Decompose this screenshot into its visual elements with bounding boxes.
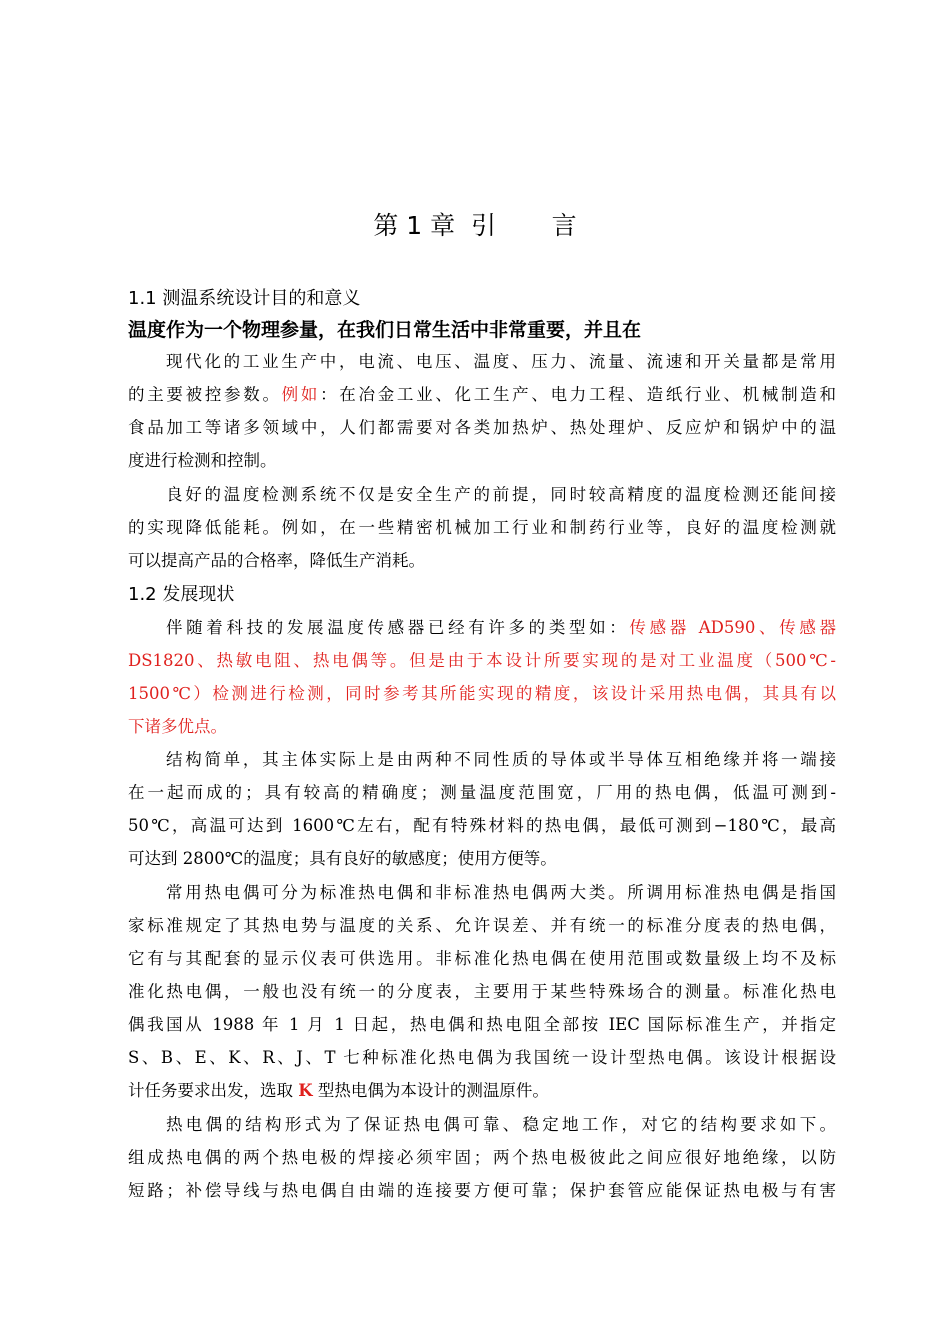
paragraph-line: 短路；补偿导线与热电偶自由端的连接要方便可靠；保护套管应能保证热电极与有害 xyxy=(128,1181,836,1200)
section-heading-1-1: 1.1 测温系统设计目的和意义 xyxy=(128,288,361,309)
text-run: 伴随着科技的发展温度传感器已经有许多的类型如： xyxy=(166,618,630,637)
paragraph-line xyxy=(166,614,836,644)
paragraph-line: 1500℃）检测进行检测，同时参考其所能实现的精度，该设计采用热电偶，其具有以 xyxy=(128,684,836,703)
paragraph-line: 度进行检测和控制。 xyxy=(128,451,277,470)
paragraph-line: 热电偶的结构形式为了保证热电偶可靠、稳定地工作，对它的结构要求如下。 xyxy=(166,1115,836,1134)
paragraph-line: 现代化的工业生产中，电流、电压、温度、压力、流量、流速和开关量都是常用 xyxy=(166,352,836,371)
section-heading-1-2: 1.2 发展现状 xyxy=(128,584,235,605)
paragraph-line: 下诸多优点。 xyxy=(128,717,227,736)
highlighted-text: K xyxy=(298,1081,313,1100)
paragraph-line: 良好的温度检测系统不仅是安全生产的前提，同时较高精度的温度检测还能间接 xyxy=(166,485,836,504)
text-run: 的主要被控参数。 xyxy=(128,385,282,404)
chapter-title: 第 1 章 引 言 xyxy=(373,211,577,240)
text-run: ：在冶金工业、化工生产、电力工程、造纸行业、机械制造和 xyxy=(320,385,837,404)
section-subheading: 温度作为一个物理参量，在我们日常生活中非常重要，并且在 xyxy=(128,319,642,341)
paragraph-line: 偶我国从 1988 年 1 月 1 日起，热电偶和热电阻全部按 IEC 国际标准生产，并指定 xyxy=(128,1015,836,1034)
text-run: 型热电偶为本设计的测温原件。 xyxy=(312,1081,549,1100)
highlighted-text: 例如 xyxy=(281,385,321,404)
text-run: 计任务要求出发，选取 xyxy=(128,1081,299,1100)
paragraph-line: 50℃，高温可达到 1600℃左右，配有特殊材料的热电偶，最低可测到−180℃，最高 xyxy=(128,816,836,835)
highlighted-text: 传感器 AD590、传感器 xyxy=(629,618,836,637)
paragraph-line: 准化热电偶，一般也没有统一的分度表，主要用于某些特殊场合的测量。标准化热电 xyxy=(128,982,836,1001)
paragraph-line: 它有与其配套的显示仪表可供选用。非标准化热电偶在使用范围或数量级上均不及标 xyxy=(128,949,836,968)
paragraph-line: 家标准规定了其热电势与温度的关系、允许误差、并有统一的标准分度表的热电偶， xyxy=(128,916,836,935)
paragraph-line: 组成热电偶的两个热电极的焊接必须牢固；两个热电极彼此之间应很好地绝缘，以防 xyxy=(128,1148,836,1167)
paragraph-line xyxy=(128,1077,836,1107)
paragraph-line: 的实现降低能耗。例如，在一些精密机械加工行业和制药行业等，良好的温度检测就 xyxy=(128,518,836,537)
paragraph-line: 可达到 2800℃的温度；具有良好的敏感度；使用方便等。 xyxy=(128,849,557,868)
paragraph-line: 结构简单，其主体实际上是由两种不同性质的导体或半导体互相绝缘并将一端接 xyxy=(166,750,836,769)
paragraph-line: S、B、E、K、R、J、T 七种标准化热电偶为我国统一设计型热电偶。该设计根据设 xyxy=(128,1048,836,1067)
paragraph-line xyxy=(128,381,836,411)
paragraph-line: 可以提高产品的合格率，降低生产消耗。 xyxy=(128,551,425,570)
paragraph-line: DS1820、热敏电阻、热电偶等。但是由于本设计所要实现的是对工业温度（500℃- xyxy=(128,651,836,670)
paragraph-line: 常用热电偶可分为标准热电偶和非标准热电偶两大类。所调用标准热电偶是指国 xyxy=(166,883,836,902)
paragraph-line: 在一起而成的；具有较高的精确度；测量温度范围宽，厂用的热电偶，低温可测到- xyxy=(128,783,836,802)
paragraph-line: 食品加工等诸多领域中，人们都需要对各类加热炉、热处理炉、反应炉和锅炉中的温 xyxy=(128,418,836,437)
